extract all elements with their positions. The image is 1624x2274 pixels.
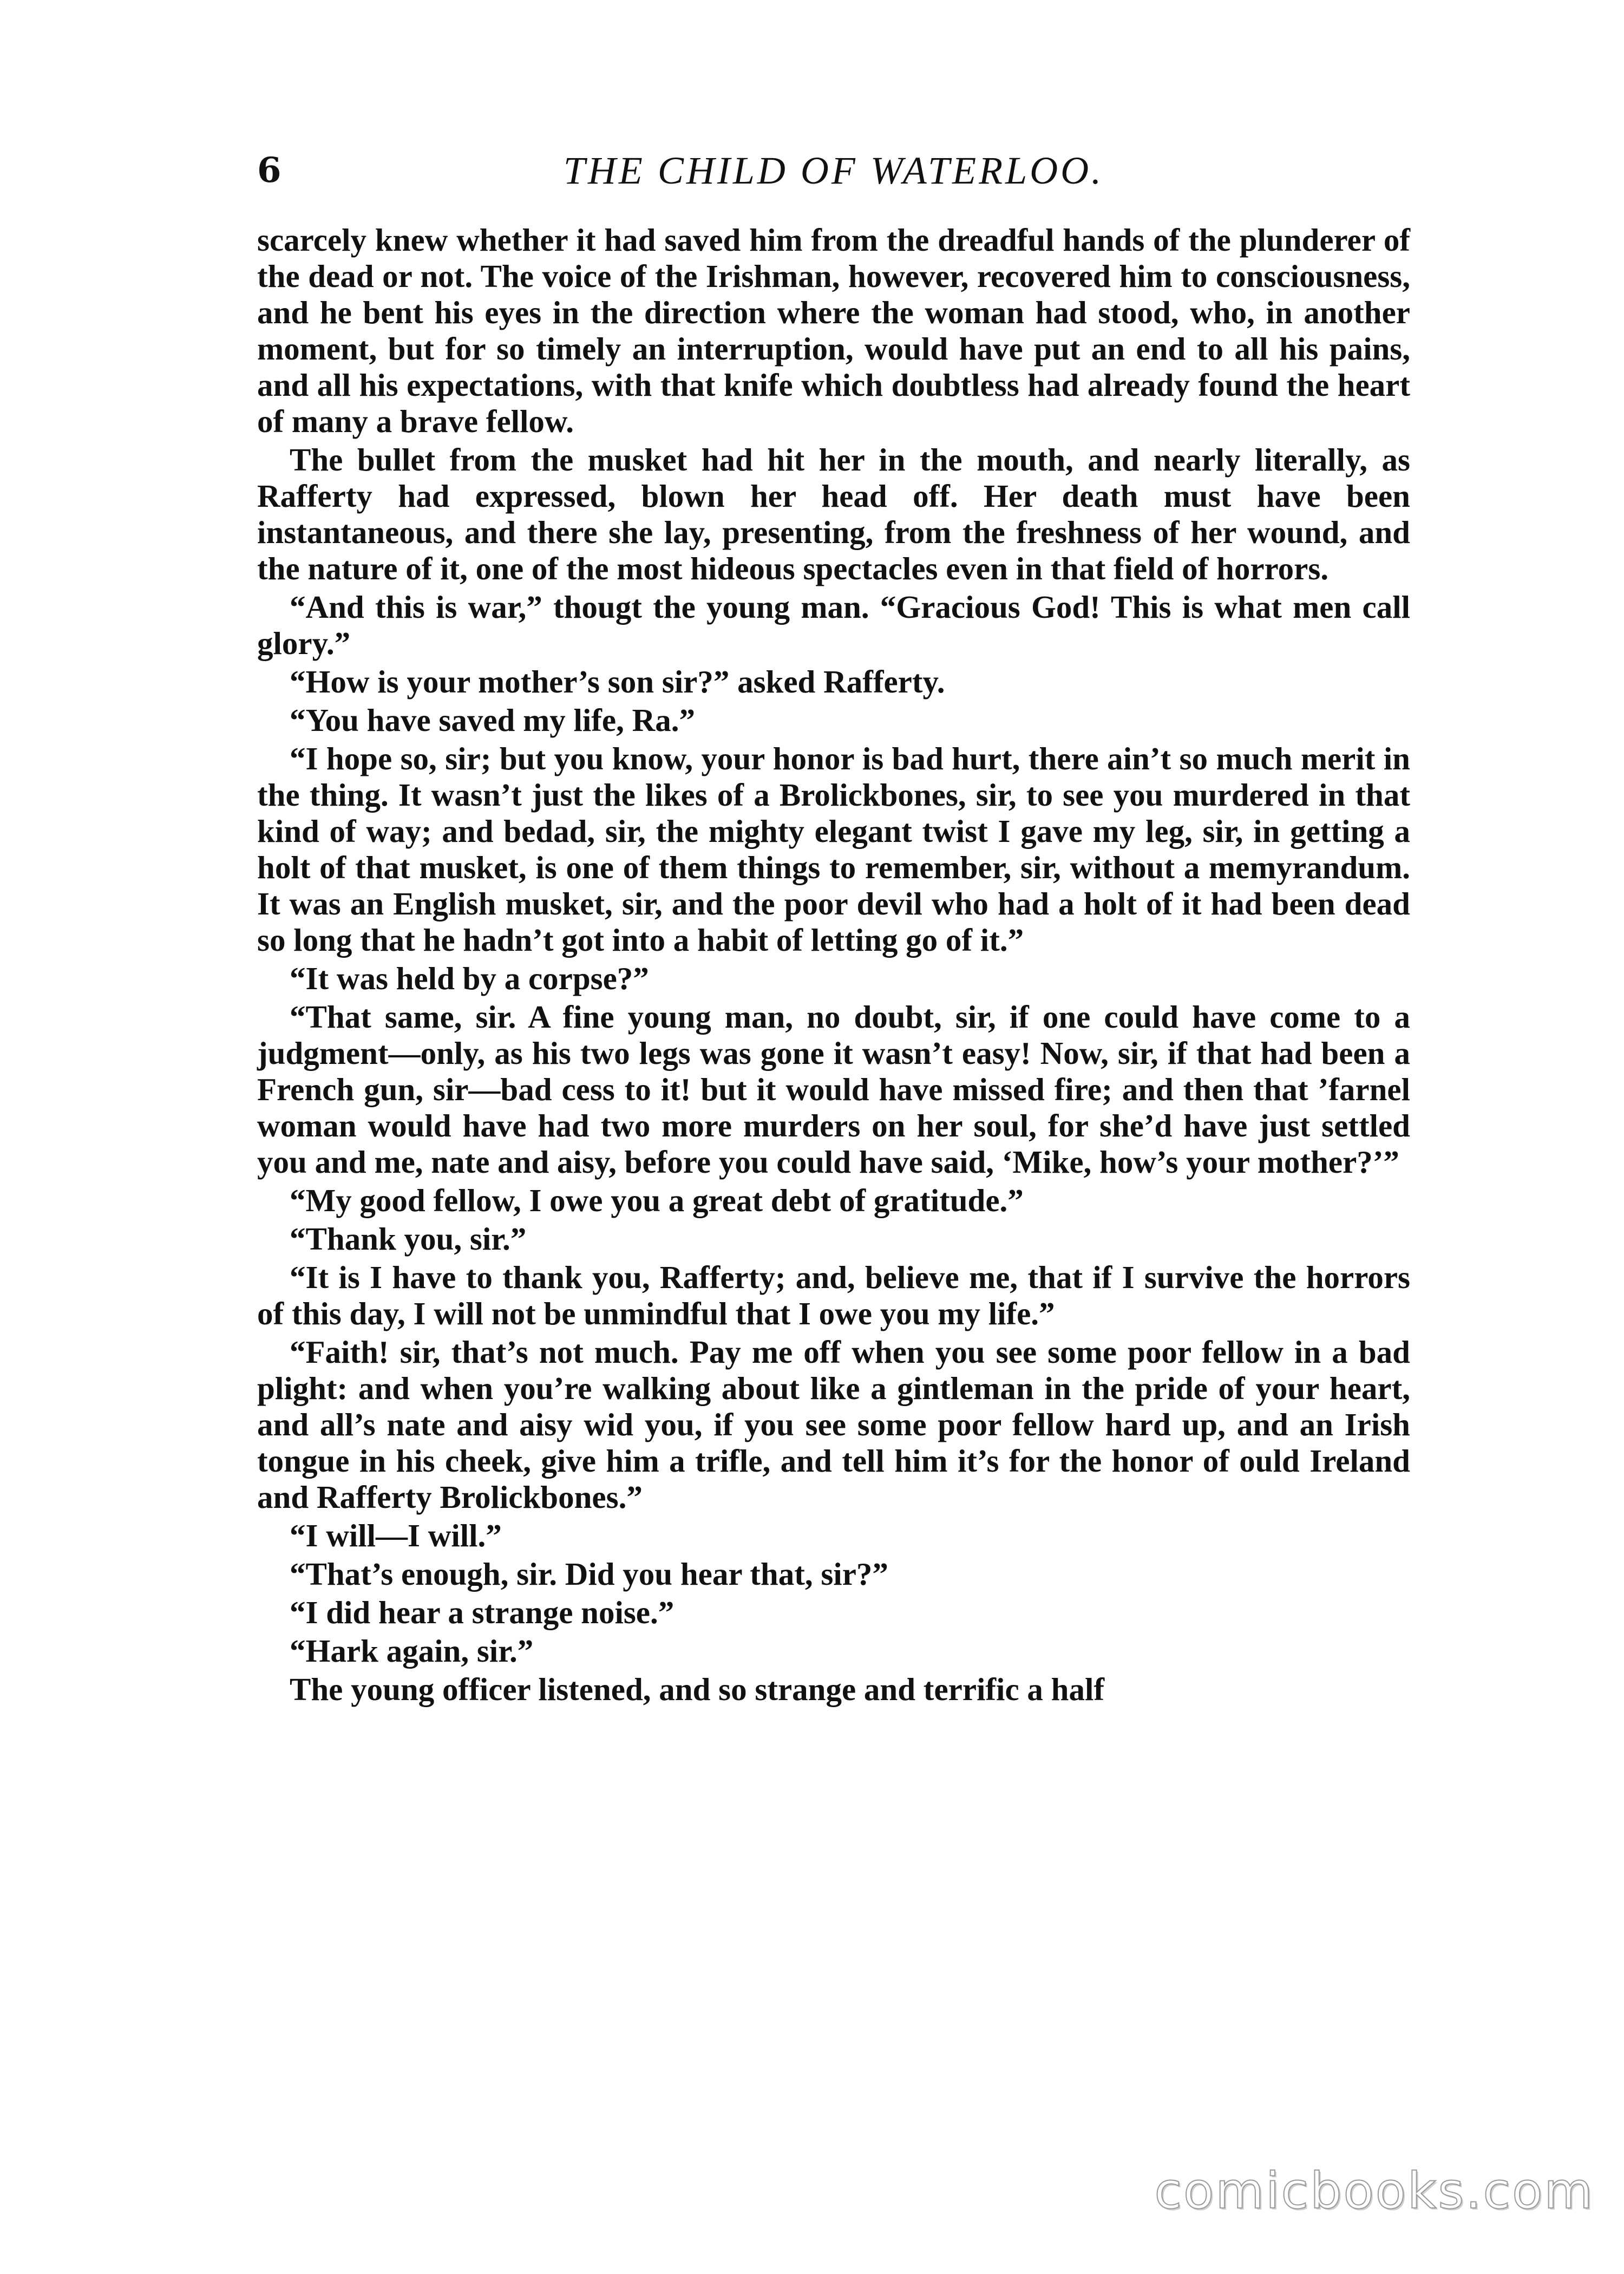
paragraph: “I hope so, sir; but you know, your honor is bad hurt, there ain’t so much merit in the thing. It wasn’t just the likes of a Brolickbones, sir, to see you murdered in that kind of way; and bedad, sir, the mighty elegant twist I gave my leg, sir, in getting a holt of that musket, is one of them things to remember, sir, without a memyrandum. It was an English musket, sir, and the poor devil who had a holt of it had been dead so long that he hadn’t got into a habit of letting go of it.”	[257, 741, 1410, 958]
paragraph: “Hark again, sir.”	[290, 1633, 534, 1669]
paragraph: “How is your mother’s son sir?” asked Rafferty.	[290, 664, 945, 700]
paragraph: “Faith! sir, that’s not much. Pay me off when you see some poor fellow in a bad plight: and when you’re walking about like a gintleman in the pride of your heart, and all’s nate and aisy wid you, if you see some poor fellow hard up, and an Irish tongue in his cheek, give him a trifle, and tell him it’s for the honor of ould Ireland and Rafferty Brolickbones.”	[257, 1334, 1410, 1515]
paragraph: “You have saved my life, Ra.”	[290, 702, 695, 738]
paragraph: “And this is war,” thougt the young man. “Gracious God! This is what men call glory.”	[257, 589, 1410, 661]
page-number: 6	[257, 150, 281, 191]
paragraph: The bullet from the musket had hit her in the mouth, and nearly literally, as Rafferty had expressed, blown her head off. Her death must have been instantaneous, and there she lay, presenting, from the freshness of her wound, and the nature of it, one of the most hideous spectacles even in that field of horrors.	[257, 442, 1410, 586]
paragraph: “That’s enough, sir. Did you hear that, sir?”	[290, 1556, 888, 1592]
paragraph: “Thank you, sir.”	[290, 1221, 527, 1257]
book-page	[257, 146, 1410, 2214]
paragraph: “It was held by a corpse?”	[290, 960, 649, 996]
watermark: comicbooks.com	[1154, 2162, 1594, 2220]
paragraph: The young officer listened, and so strange and terrific a half	[290, 1671, 1104, 1707]
paragraph: “It is I have to thank you, Rafferty; and, believe me, that if I survive the horrors of this day, I will not be unmindful that I owe you my life.”	[257, 1259, 1410, 1331]
paragraph: “My good fellow, I owe you a great debt of gratitude.”	[290, 1182, 1024, 1218]
page-header	[257, 146, 1410, 206]
paragraph: scarcely knew whether it had saved him from the dreadful hands of the plunderer of the dead or not. The voice of the Irishman, however, recovered him to consciousness, and he bent his eyes in the direction where the woman had stood, who, in another moment, but for so timely an interruption, would have put an end to all his pains, and all his expectations, with that knife which doubtless had already found the heart of many a brave fellow.	[257, 222, 1410, 439]
paragraph: “I will—I will.”	[290, 1518, 502, 1553]
paragraph: “That same, sir. A fine young man, no doubt, sir, if one could have come to a judgment—only, as his two legs was gone it wasn’t easy! Now, sir, if that had been a French gun, sir—bad cess to it! but it would have missed fire; and then that ’farnel woman would have had two more murders on her soul, for she’d have just settled you and me, nate and aisy, before you could have said, ‘Mike, how’s your mother?’”	[257, 999, 1410, 1180]
running-title: THE CHILD OF WATERLOO.	[563, 149, 1104, 192]
paragraph: “I did hear a strange noise.”	[290, 1595, 675, 1630]
body-text	[257, 222, 1410, 1708]
